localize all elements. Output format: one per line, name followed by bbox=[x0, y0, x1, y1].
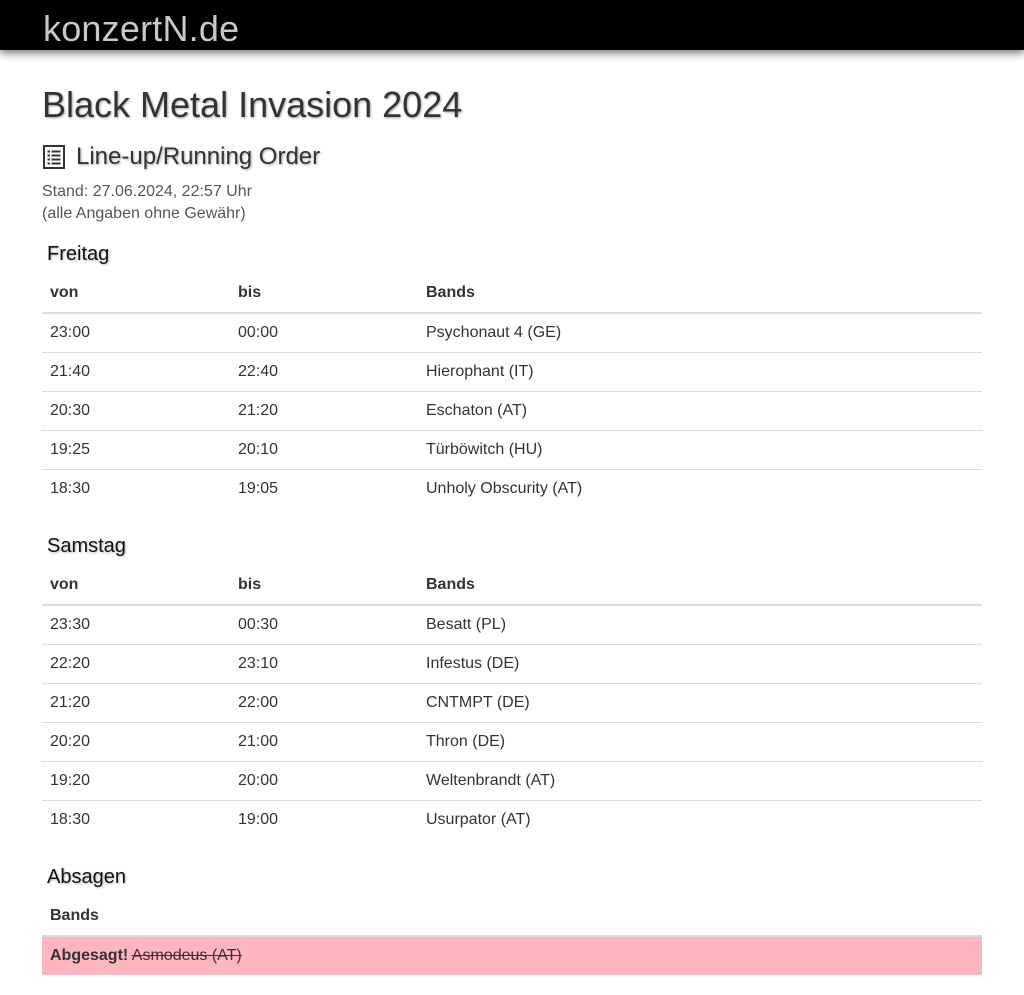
day-heading-freitag: Freitag bbox=[47, 243, 110, 265]
column-header-bands: Bands bbox=[42, 897, 982, 936]
cell-band: Unholy Obscurity (AT) bbox=[418, 470, 982, 509]
column-header-von: von bbox=[42, 566, 230, 605]
cell-band: Türböwitch (HU) bbox=[418, 431, 982, 470]
cell-bis: 00:00 bbox=[238, 324, 279, 341]
column-header-von: von bbox=[42, 274, 230, 313]
cell-von: 18:30 bbox=[42, 470, 230, 509]
top-navbar bbox=[0, 0, 1024, 50]
column-header-bands: Bands bbox=[418, 566, 982, 605]
cell-von: 20:30 bbox=[42, 392, 230, 431]
day-heading-samstag: Samstag bbox=[47, 535, 126, 557]
table-header-row bbox=[42, 274, 982, 313]
cell-band: Eschaton (AT) bbox=[418, 392, 982, 431]
schedule-table-samstag bbox=[42, 566, 982, 839]
cell-von: 19:20 bbox=[42, 762, 230, 801]
updated-timestamp: Stand: 27.06.2024, 22:57 Uhr bbox=[42, 183, 252, 200]
cell-von: 21:20 bbox=[42, 684, 230, 723]
cell-von: 21:40 bbox=[42, 353, 230, 392]
cell-bis: 19:05 bbox=[230, 470, 418, 509]
cell-bis: 20:10 bbox=[230, 431, 418, 470]
cell-von: 23:00 bbox=[50, 324, 91, 341]
table-header-row bbox=[42, 566, 982, 605]
cell-band: CNTMPT (DE) bbox=[418, 684, 982, 723]
cancellations-table bbox=[42, 897, 982, 975]
cell-bis: 22:40 bbox=[230, 353, 418, 392]
table-row bbox=[42, 353, 982, 392]
cell-von: 19:25 bbox=[42, 431, 230, 470]
table-row bbox=[42, 801, 982, 840]
table-row bbox=[42, 431, 982, 470]
cell-bis: 21:00 bbox=[230, 723, 418, 762]
table-row bbox=[42, 645, 982, 684]
cell-bis: 00:30 bbox=[238, 616, 279, 633]
cell-bis: 19:00 bbox=[230, 801, 418, 840]
cancelled-band: Asmodeus (AT) bbox=[131, 947, 242, 964]
cell-von: 20:20 bbox=[42, 723, 230, 762]
cell-band: Infestus (DE) bbox=[418, 645, 982, 684]
page-title: Black Metal Invasion 2024 bbox=[42, 84, 463, 125]
list-icon bbox=[43, 145, 65, 169]
cell-band: Besatt (PL) bbox=[426, 616, 507, 633]
lineup-heading-text: Line-up/Running Order bbox=[76, 143, 321, 170]
table-row bbox=[42, 605, 982, 645]
column-header-bis: bis bbox=[230, 566, 418, 605]
schedule-table-freitag bbox=[42, 274, 982, 508]
cell-band: Thron (DE) bbox=[418, 723, 982, 762]
cell-von: 23:30 bbox=[50, 616, 91, 633]
column-header-bands: Bands bbox=[418, 274, 982, 313]
table-row bbox=[42, 470, 982, 509]
cancelled-cell bbox=[42, 936, 982, 975]
cancelled-row bbox=[42, 936, 982, 975]
disclaimer: (alle Angaben ohne Gewähr) bbox=[42, 205, 246, 222]
cell-bis: 20:00 bbox=[230, 762, 418, 801]
cancelled-label: Abgesagt! bbox=[50, 947, 129, 964]
cell-von: 18:30 bbox=[42, 801, 230, 840]
cell-band: Hierophant (IT) bbox=[418, 353, 982, 392]
cell-band: Usurpator (AT) bbox=[418, 801, 982, 840]
table-header-row bbox=[42, 897, 982, 936]
cell-bis: 22:00 bbox=[230, 684, 418, 723]
cell-von: 22:20 bbox=[42, 645, 230, 684]
site-brand-link[interactable]: konzertN.de bbox=[43, 8, 240, 49]
column-header-bis: bis bbox=[230, 274, 418, 313]
table-row bbox=[42, 723, 982, 762]
lineup-heading bbox=[42, 142, 320, 172]
cancellations-heading: Absagen bbox=[47, 866, 126, 888]
cell-band: Weltenbrandt (AT) bbox=[418, 762, 982, 801]
cell-bis: 21:20 bbox=[230, 392, 418, 431]
cell-band: Psychonaut 4 (GE) bbox=[426, 324, 562, 341]
table-row bbox=[42, 392, 982, 431]
table-row bbox=[42, 684, 982, 723]
cell-bis: 23:10 bbox=[230, 645, 418, 684]
table-row bbox=[42, 313, 982, 353]
table-row bbox=[42, 762, 982, 801]
update-info bbox=[42, 181, 252, 225]
